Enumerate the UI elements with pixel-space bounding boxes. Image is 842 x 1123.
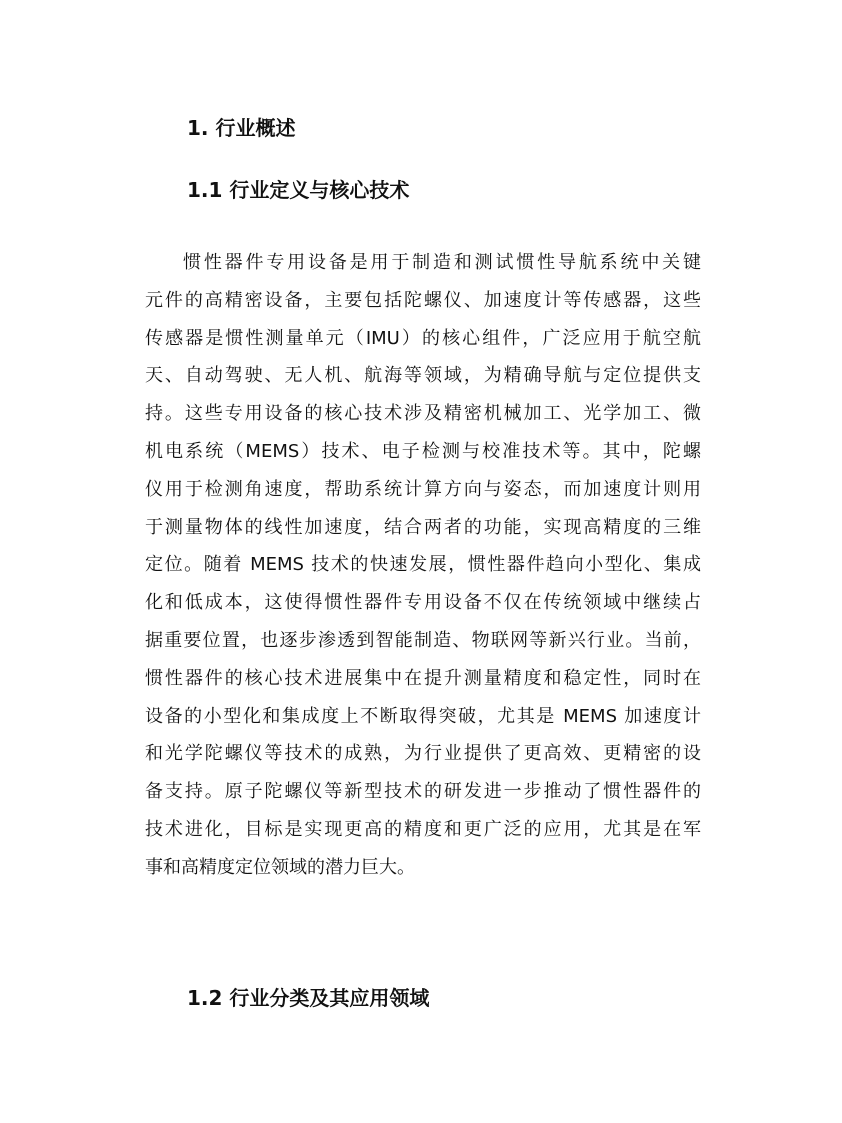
paragraph-line: 元件的高精密设备，主要包括陀螺仪、加速度计等传感器，这些 xyxy=(145,289,701,311)
paragraph-line: 设备的小型化和集成度上不断取得突破，尤其是 MEMS 加速度计 xyxy=(145,705,701,727)
paragraph-line: 备支持。原子陀螺仪等新型技术的研发进一步推动了惯性器件的 xyxy=(145,781,701,803)
heading-section-1-1: 1.1 行业定义与核心技术 xyxy=(187,178,410,202)
paragraph-line: 持。这些专用设备的核心技术涉及精密机械加工、光学加工、微 xyxy=(145,403,701,425)
paragraph-line: 化和低成本，这使得惯性器件专用设备不仅在传统领域中继续占 xyxy=(145,592,701,614)
heading-section-1: 1. 行业概述 xyxy=(187,116,296,140)
paragraph-line: 传感器是惯性测量单元（IMU）的核心组件，广泛应用于航空航 xyxy=(145,327,701,349)
paragraph-line: 技术进化，目标是实现更高的精度和更广泛的应用，尤其是在军 xyxy=(145,818,701,840)
heading-section-1-2: 1.2 行业分类及其应用领域 xyxy=(187,986,430,1010)
paragraph-line: 惯性器件的核心技术进展集中在提升测量精度和稳定性，同时在 xyxy=(145,667,701,689)
paragraph-line: 据重要位置，也逐步渗透到智能制造、物联网等新兴行业。当前， xyxy=(145,629,701,651)
paragraph-line: 机电系统（MEMS）技术、电子检测与校准技术等。其中，陀螺 xyxy=(145,440,701,462)
paragraph-line: 惯性器件专用设备是用于制造和测试惯性导航系统中关键 xyxy=(183,252,701,273)
paragraph-line: 事和高精度定位领域的潜力巨大。 xyxy=(145,856,415,878)
paragraph-line: 天、自动驾驶、无人机、航海等领域，为精确导航与定位提供支 xyxy=(145,365,701,387)
paragraph-line: 于测量物体的线性加速度，结合两者的功能，实现高精度的三维 xyxy=(145,516,701,538)
paragraph-line: 和光学陀螺仪等技术的成熟，为行业提供了更高效、更精密的设 xyxy=(145,743,701,765)
body-paragraph xyxy=(145,244,701,944)
paragraph-line: 仪用于检测角速度，帮助系统计算方向与姿态，而加速度计则用 xyxy=(145,478,701,500)
paragraph-line: 定位。随着 MEMS 技术的快速发展，惯性器件趋向小型化、集成 xyxy=(145,554,701,576)
